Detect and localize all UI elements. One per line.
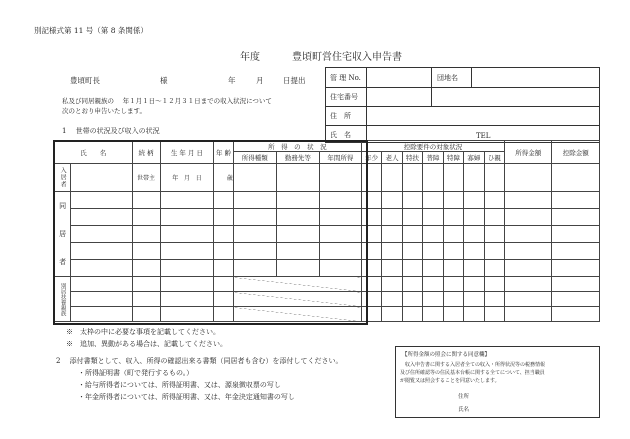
birth-month-unit: 月	[183, 175, 190, 182]
addressee-sama: 様	[160, 76, 168, 85]
header-deduction: 控除要件の対象状況	[361, 141, 504, 152]
date-day: 日提出	[283, 76, 306, 85]
consent-box	[395, 346, 600, 418]
jutaku-no-label: 住宅番号	[330, 93, 358, 101]
header-zokugara: 続 柄	[132, 141, 160, 164]
header-ded-col: 普障	[423, 152, 443, 164]
cohab-char: 居	[59, 230, 67, 238]
addressee: 豊頃町長	[70, 76, 100, 85]
bullet-3: ・年金所得者については、所得証明書、又は、年金決定通知書の写し	[78, 393, 295, 401]
intro-line-2: 次のとおり申告いたします。	[62, 107, 146, 115]
date-month: 月	[256, 76, 264, 85]
birth-year-unit: 年	[172, 175, 179, 182]
kanri-no-label: 管 理 No.	[330, 74, 361, 82]
header-income-amount: 所得金額	[505, 141, 552, 164]
consent-address-label: 住所	[458, 394, 470, 400]
consent-title: 【所得金額の照会に関する同意欄】	[402, 352, 491, 358]
header-ded-col: 特障	[443, 152, 463, 164]
header-annual: 年間所得	[319, 152, 361, 164]
header-income: 所 得 の 状 況	[233, 141, 361, 152]
header-name: 氏 名	[55, 141, 133, 164]
cohab-char: 同	[59, 202, 67, 210]
section-2-heading: 2 添付書類として、収入、所得の確認出来る書類（同居者も含む）を添付してください。	[56, 357, 343, 365]
cohab-char: 者	[59, 258, 67, 266]
tel-label: TEL	[476, 132, 491, 140]
title-year: 年度	[240, 52, 260, 63]
header-workplace: 勤務先等	[276, 152, 319, 164]
thick-frame	[53, 140, 368, 325]
date-year: 年	[228, 76, 236, 85]
header-ded-col: 特扶	[402, 152, 422, 164]
consent-body-3: が閲覧又は照会することを同意いたします。	[400, 378, 500, 384]
header-ded-col: ひ親	[484, 152, 504, 164]
note-1: ※ 太枠の中に必要な事項を記載してください。	[66, 328, 220, 336]
age-unit: 歳	[214, 164, 233, 192]
row-label-applicant: 入居者	[55, 164, 71, 192]
header-birth: 生 年 月 日	[160, 141, 214, 164]
header-age: 年 齢	[214, 141, 233, 164]
applicant-box	[325, 67, 600, 143]
header-ded-col: 年少	[361, 152, 381, 164]
consent-body-2: 及び住所確認等の住民基本台帳に関する全てについて、担当職員	[400, 370, 545, 376]
header-ded-col: 老人	[382, 152, 402, 164]
consent-body-1: 収入申告書に関する入居者全ての収入・所得状況等の税務情報	[400, 362, 546, 368]
note-2: ※ 追加、異動がある場合は、記載してください。	[66, 340, 227, 348]
header-income-type: 所得種類	[233, 152, 276, 164]
address-label: 住 所	[330, 112, 351, 120]
header-deduction-amount: 控除金額	[552, 141, 600, 164]
section-1-heading: 1 世帯の状況及び収入の状況	[62, 127, 160, 135]
bullet-1: ・所得証明書（町で発行するもの。）	[78, 369, 194, 377]
row-label-separate: 別居扶養親族	[55, 277, 71, 322]
form-number: 別記様式第 11 号（第 8 条関係）	[34, 26, 148, 35]
page-title: 豊頃町営住宅収入申告書	[292, 52, 402, 63]
setainushi: 世帯主	[132, 164, 160, 192]
birth-day-unit: 日	[195, 175, 202, 182]
header-ded-col: 寡婦	[464, 152, 484, 164]
name-label: 氏 名	[330, 131, 351, 139]
bullet-2: ・給与所得者については、所得証明書、又は、源泉徴収票の写し	[78, 381, 281, 389]
intro-line-1: 私及び同居親族の 年１月１日～１２月３１日までの収入状況について	[62, 97, 272, 105]
danchi-label: 団地名	[437, 74, 458, 82]
consent-name-label: 氏名	[458, 407, 470, 413]
